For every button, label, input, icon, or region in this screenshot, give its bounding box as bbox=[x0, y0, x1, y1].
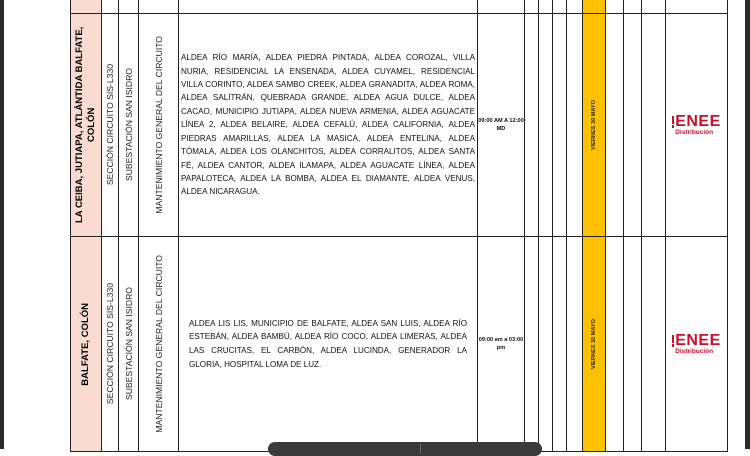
job-cell bbox=[139, 14, 179, 237]
logo-word: ENEE bbox=[675, 113, 721, 130]
table-row bbox=[71, 14, 728, 237]
day-cell bbox=[583, 237, 606, 452]
circuit-cell bbox=[102, 237, 119, 452]
zone-label: LA CEIBA, JUTIAPA, ATLÁNTIDA BALFATE, COLÓN bbox=[74, 26, 97, 224]
circuit-label: SECCIÓN CIRCUITO SIS-L330 bbox=[105, 283, 115, 405]
zone-cell bbox=[71, 14, 102, 237]
zone-cell bbox=[71, 237, 102, 452]
substation-label: SUBESTACIÓN SAN ISIDRO bbox=[123, 287, 134, 401]
job-cell bbox=[139, 237, 179, 452]
circuit-cell bbox=[102, 14, 119, 237]
table-row-top-partial bbox=[71, 0, 728, 14]
toolbar-separator bbox=[420, 444, 421, 454]
time-cell bbox=[478, 14, 525, 237]
substation-cell bbox=[119, 14, 139, 237]
day-label: VIERNES 30 MAYO bbox=[591, 318, 597, 370]
time-range: 09:00 am a 03:00 pm bbox=[478, 336, 524, 351]
exclamation-icon bbox=[672, 114, 674, 128]
day-label: VIERNES 30 MAYO bbox=[591, 99, 597, 151]
areas-cell bbox=[179, 14, 478, 237]
job-label: MANTENIMIENTO GENERAL DEL CIRCUITO bbox=[153, 255, 164, 433]
logo-subtitle: Distribución bbox=[675, 129, 714, 136]
time-range: 09:00 AM A 12:00 MD bbox=[478, 117, 524, 132]
viewer-toolbar[interactable] bbox=[268, 442, 542, 456]
right-window-edge bbox=[745, 0, 750, 449]
circuit-label: SECCIÓN CIRCUITO SIS-L330 bbox=[105, 64, 115, 186]
affected-areas-text: ALDEA LIS LIS, MUNICIPIO DE BALFATE, ALDEA SAN LUIS, ALDEA RÍO ESTEBÁN, ALDEA BAMBÚ, ALDEA RÍO COCO, ALDEA LIMERAS, ALDEA LAS CRUCITAS, EL CARBÓN, ALDEA LUCINDA, GENERADOR LA GLORIA, HOSPITAL LOMA DE LUZ. bbox=[189, 318, 467, 369]
table-row bbox=[71, 237, 728, 452]
logo-cell bbox=[666, 237, 728, 452]
job-label: MANTENIMIENTO GENERAL DEL CIRCUITO bbox=[153, 36, 164, 214]
logo-word: ENEE bbox=[675, 332, 721, 349]
enee-logo bbox=[666, 333, 727, 355]
substation-label: SUBESTACIÓN SAN ISIDRO bbox=[123, 68, 134, 182]
left-window-edge bbox=[0, 0, 4, 449]
logo-cell bbox=[666, 14, 728, 237]
areas-cell bbox=[179, 237, 478, 452]
day-cell bbox=[583, 14, 606, 237]
time-cell bbox=[478, 237, 525, 452]
substation-cell bbox=[119, 237, 139, 452]
exclamation-icon bbox=[672, 333, 674, 347]
enee-logo bbox=[666, 114, 727, 136]
zone-label: BALFATE, COLÓN bbox=[80, 302, 91, 386]
outage-schedule-table bbox=[70, 0, 728, 452]
affected-areas-text: ALDEA RÍO MARÍA, ALDEA PIEDRA PINTADA, ALDEA COROZAL, VILLA NURIA, RESIDENCIAL LA ENSENADA, ALDEA CUYAMEL, RESIDENCIAL VILLA CORINTO, ALDEA SAMBO CREEK, ALDEA GRANADITA, ALDEA ROMA, ALDEA SALITRÁN, QUEBRADA GRANDE, ALDEA AGUA DULCE, ALDEA CACAO, MUNICIPIO JUTIAPA, ALDEA NUEVA ARMENIA, ALDEA AGUACATE LÍNEA 2, ALDEA BELAIRE, ALDEA CEFALÚ, ALDEA CALIFORNIA, ALDEA PIEDRAS AMARILLAS, ALDEA LA MASICA, ALDEA ENTELINA, ALDEA TÓMALA, ALDEA LOS OLANCHITOS, ALDEA CORRALITOS, ALDEA SANTA FÉ, ALDEA CANTOR, ALDEA ILAMAPA, ALDEA AGUACATE LÍNEA, ALDEA PAPALOTECA, ALDEA LA BOMBA, ALDEA EL DIAMANTE, ALDEA VENUS, ALDEA NICARAGUA. bbox=[181, 53, 475, 197]
logo-subtitle: Distribución bbox=[675, 348, 714, 355]
